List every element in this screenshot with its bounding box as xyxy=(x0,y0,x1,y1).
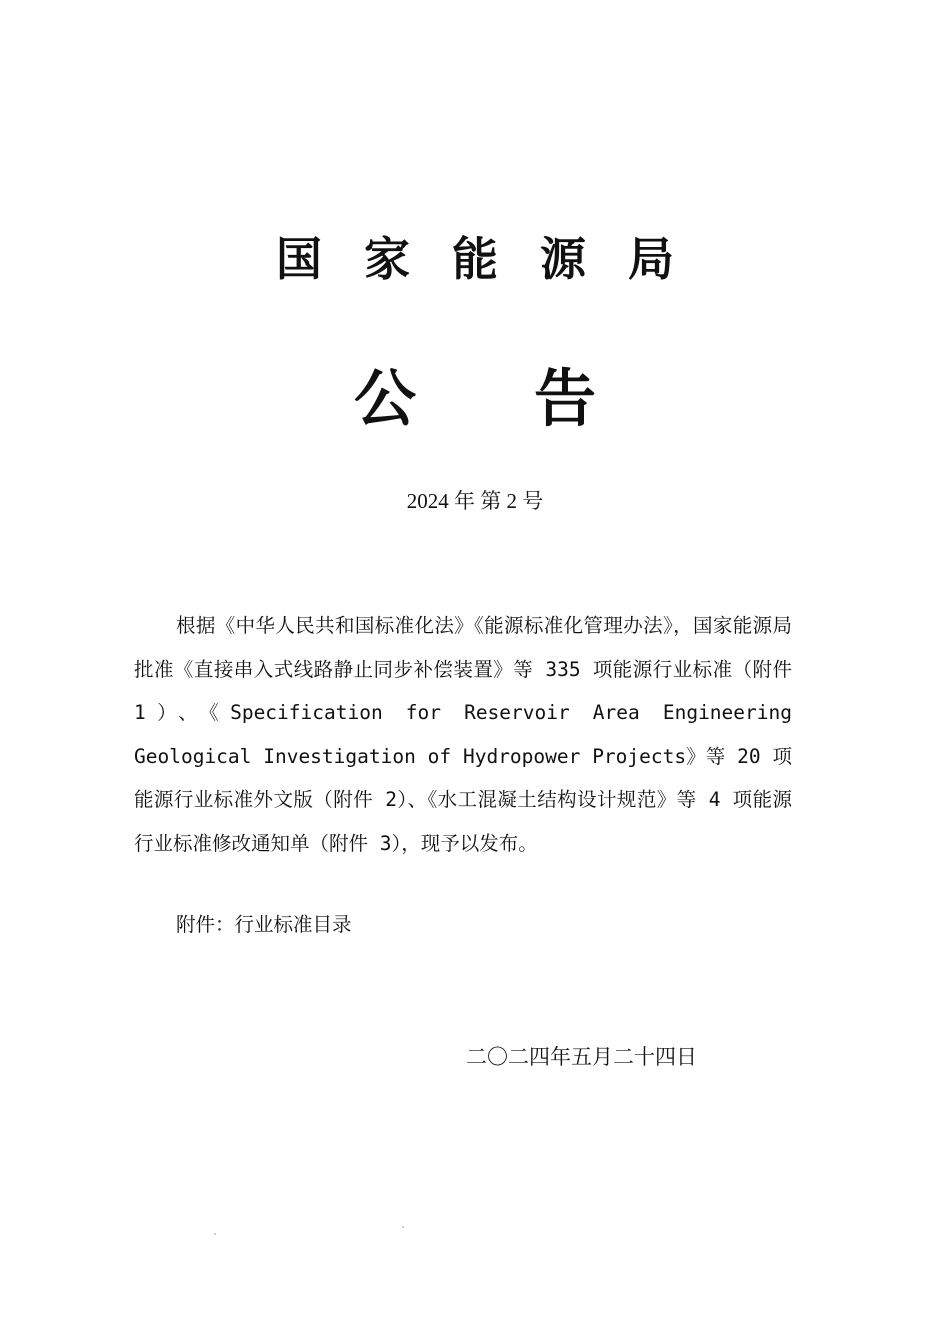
issue-date: 二〇二四年五月二十四日 xyxy=(466,1045,697,1069)
attachment-line: 附件：行业标准目录 xyxy=(176,913,352,936)
document-number: 2024 年 第 2 号 xyxy=(406,489,544,513)
document-type-heading: 公告 xyxy=(353,362,714,435)
issuing-agency-title: 国家能源局 xyxy=(276,232,716,286)
scan-speck xyxy=(214,1233,216,1235)
announcement-body: 根据《中华人民共和国标准化法》《能源标准化管理办法》，国家能源局批准《直接串入式线路静止同步补偿装置》等 335 项能源行业标准（附件 1）、《Specification for Reservoir Area Engineering Geological Investigation of Hydropower Projects》等 20 项能源行业标准外文版（附件 2）、《水工混凝土结构设计规范》等 4 项能源行业标准修改通知单（附件 3），现予以发布。 xyxy=(134,614,792,855)
scan-speck xyxy=(402,1226,404,1228)
